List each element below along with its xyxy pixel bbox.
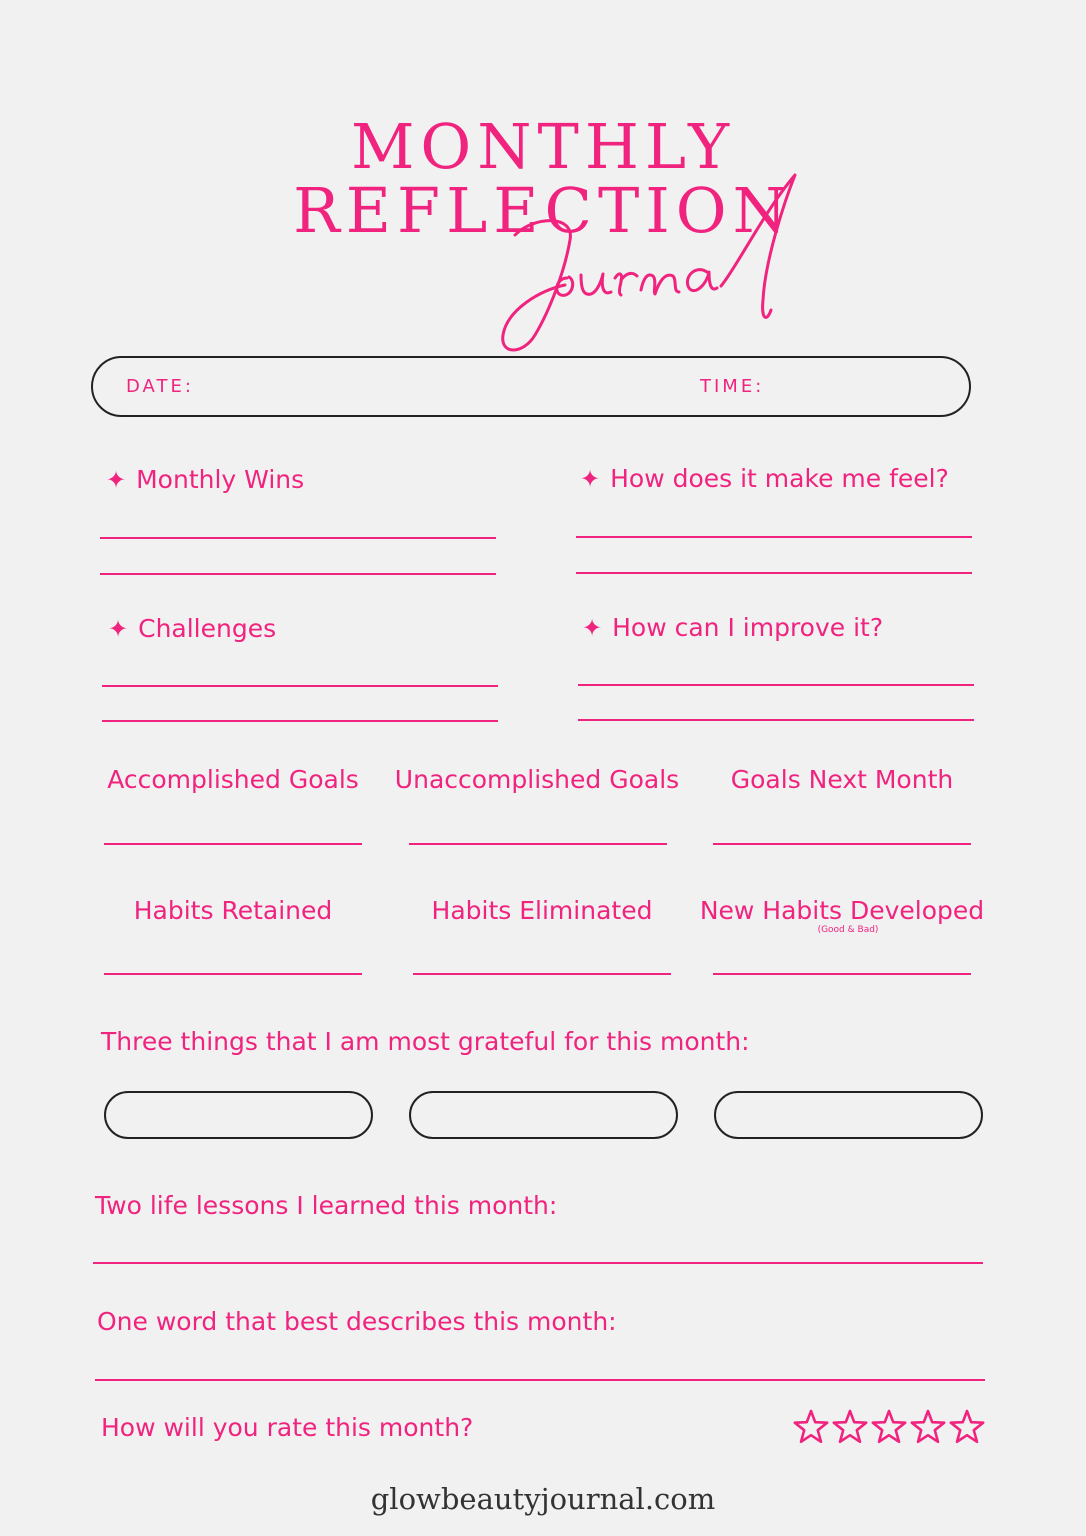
lessons-prompt: Two life lessons I learned this month: — [95, 1191, 558, 1220]
date-label: DATE: — [126, 376, 194, 397]
challenges-label: Challenges — [138, 614, 277, 643]
habits-eliminated-label: Habits Eliminated — [431, 896, 653, 925]
unaccomplished-goals-line[interactable] — [409, 843, 667, 845]
habits-retained-line[interactable] — [104, 973, 362, 975]
new-habits-line[interactable] — [713, 973, 971, 975]
feel-heading — [580, 466, 949, 491]
challenges-line-1[interactable] — [102, 685, 498, 687]
title-monthly: MONTHLY — [350, 110, 736, 183]
new-habits-note: (Good & Bad) — [817, 925, 879, 935]
time-label: TIME: — [700, 376, 765, 397]
feel-label: How does it make me feel? — [610, 464, 949, 493]
feel-line-2[interactable] — [576, 572, 972, 574]
habits-retained-label: Habits Retained — [133, 896, 333, 925]
date-time-box[interactable] — [91, 356, 971, 417]
improve-heading — [582, 615, 883, 640]
improve-line-2[interactable] — [578, 719, 974, 721]
journal-script-word — [495, 160, 815, 360]
improve-label: How can I improve it? — [612, 613, 884, 642]
lessons-line[interactable] — [93, 1262, 983, 1264]
rating-stars[interactable] — [791, 1405, 987, 1449]
grateful-field-2[interactable] — [409, 1091, 678, 1139]
star-outline-icon[interactable] — [834, 1411, 866, 1442]
rating-prompt: How will you rate this month? — [101, 1413, 474, 1442]
grateful-prompt: Three things that I am most grateful for this month: — [101, 1027, 750, 1056]
new-habits-label: New Habits Developed — [699, 896, 985, 925]
footer-website: glowbeautyjournal.com — [370, 1482, 716, 1516]
sparkle-icon: ✦ — [582, 614, 603, 642]
challenges-heading — [108, 616, 276, 641]
unaccomplished-goals-label: Unaccomplished Goals — [394, 765, 680, 794]
monthly-wins-line-2[interactable] — [100, 573, 496, 575]
habits-eliminated-line[interactable] — [413, 973, 671, 975]
accomplished-goals-label: Accomplished Goals — [107, 765, 359, 794]
title-reflection: REFLECTION — [293, 174, 793, 247]
grateful-field-1[interactable] — [104, 1091, 373, 1139]
grateful-field-3[interactable] — [714, 1091, 983, 1139]
star-outline-icon[interactable] — [873, 1411, 905, 1442]
challenges-line-2[interactable] — [102, 720, 498, 722]
feel-line-1[interactable] — [576, 536, 972, 538]
goals-next-month-label: Goals Next Month — [730, 765, 954, 794]
one-word-line[interactable] — [95, 1379, 985, 1381]
sparkle-icon: ✦ — [580, 465, 601, 493]
star-outline-icon[interactable] — [951, 1411, 983, 1442]
goals-next-month-line[interactable] — [713, 843, 971, 845]
star-outline-icon[interactable] — [912, 1411, 944, 1442]
improve-line-1[interactable] — [578, 684, 974, 686]
sparkle-icon: ✦ — [108, 615, 129, 643]
monthly-wins-label: Monthly Wins — [136, 465, 305, 494]
monthly-wins-line-1[interactable] — [100, 537, 496, 539]
sparkle-icon: ✦ — [106, 466, 127, 494]
accomplished-goals-line[interactable] — [104, 843, 362, 845]
monthly-wins-heading — [106, 467, 304, 492]
one-word-prompt: One word that best describes this month: — [97, 1307, 617, 1336]
star-outline-icon[interactable] — [795, 1411, 827, 1442]
